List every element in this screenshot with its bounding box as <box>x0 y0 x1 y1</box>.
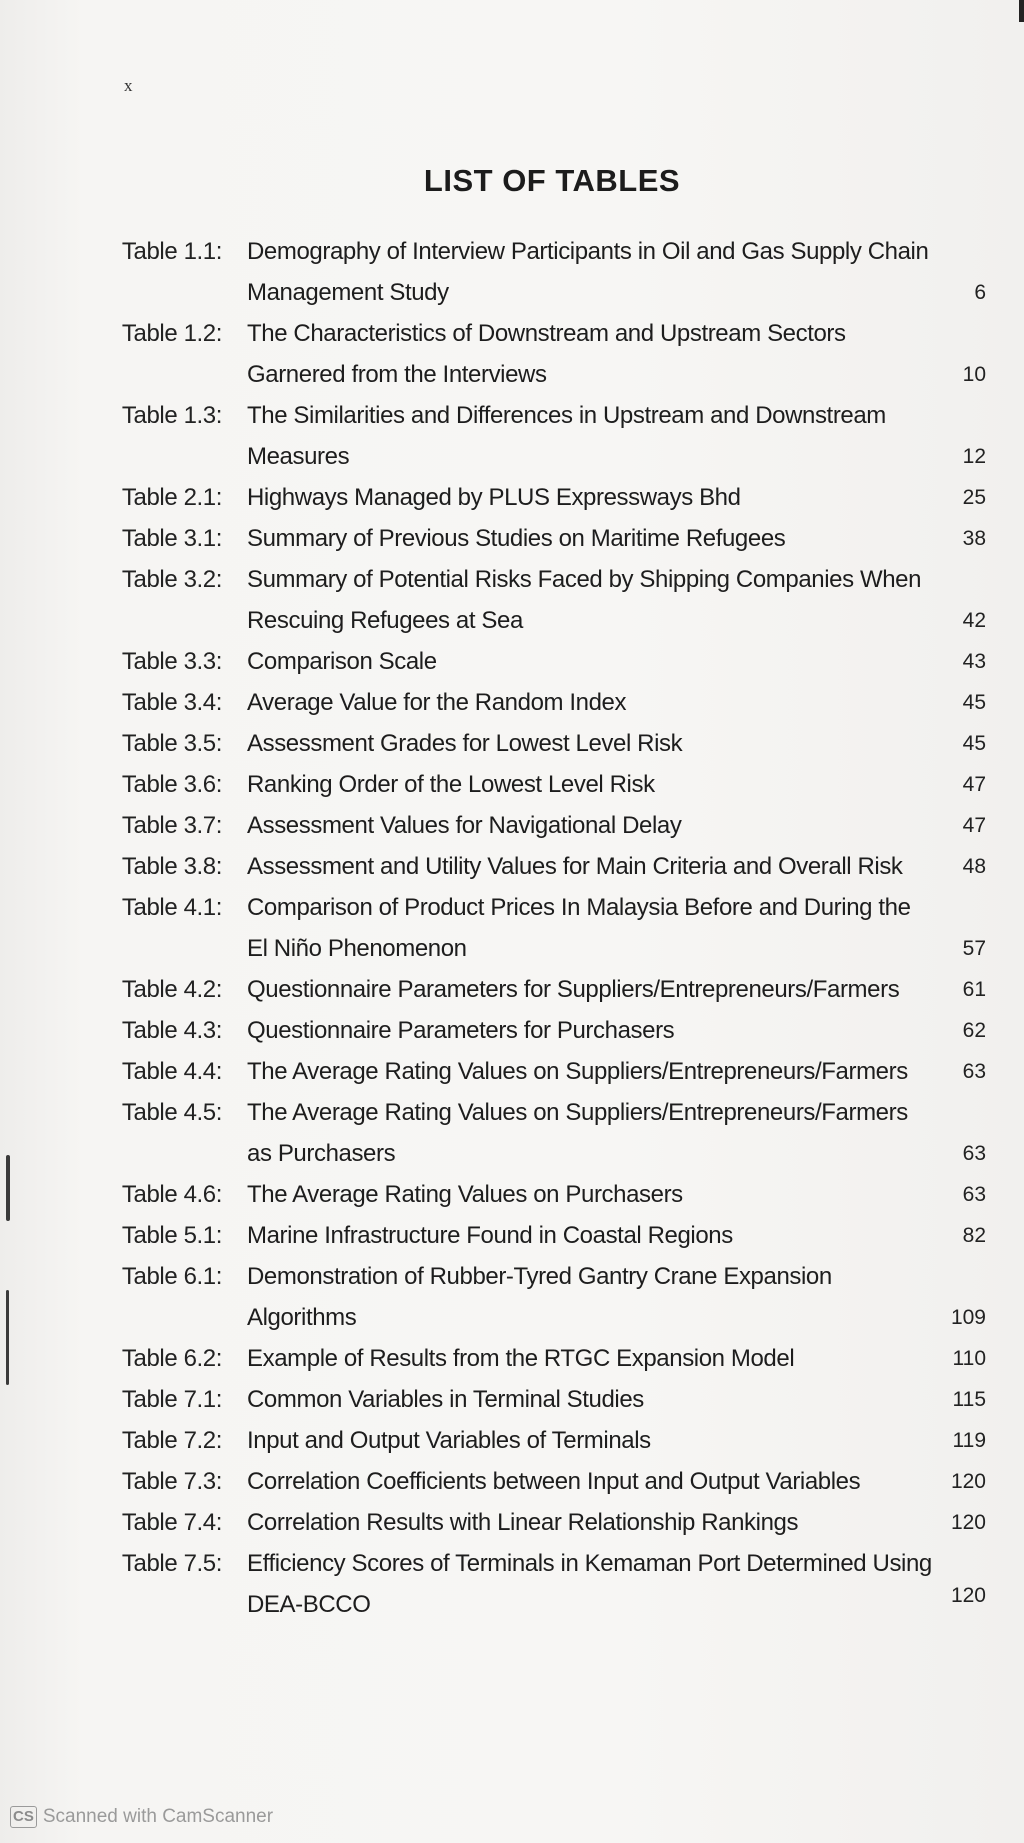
table-page: 45 <box>962 732 986 755</box>
table-page: 45 <box>962 691 986 714</box>
table-title: The Average Rating Values on Suppliers/Entrepreneurs/Farmers <box>247 1058 908 1085</box>
table-label: Table 3.3: <box>121 648 222 675</box>
table-entry <box>0 1379 1024 1420</box>
table-page: 82 <box>962 1224 986 1247</box>
table-entry <box>0 1051 1024 1092</box>
table-entry <box>0 231 1024 313</box>
table-entry <box>0 395 1024 477</box>
table-label: Table 2.1: <box>121 484 222 511</box>
table-label: Table 4.6: <box>121 1181 222 1208</box>
table-title: Efficiency Scores of Terminals in Kemaman Port Determined Using DEA-BCCO <box>247 1550 932 1618</box>
table-label: Table 3.2: <box>121 566 222 593</box>
table-entry <box>0 887 1024 969</box>
table-list <box>0 231 1024 1625</box>
table-title: Demography of Interview Participants in Oil and Gas Supply Chain Management Study <box>247 238 929 306</box>
table-title: Comparison of Product Prices In Malaysia Before and During the El Niño Phenomenon <box>247 894 911 962</box>
table-title: The Similarities and Differences in Upstream and Downstream Measures <box>247 402 886 470</box>
table-title: The Average Rating Values on Purchasers <box>247 1181 683 1208</box>
table-entry <box>0 559 1024 641</box>
table-label: Table 4.2: <box>121 976 222 1003</box>
table-entry <box>0 682 1024 723</box>
table-label: Table 5.1: <box>121 1222 222 1249</box>
table-title: Assessment and Utility Values for Main Criteria and Overall Risk <box>247 853 903 880</box>
table-page: 61 <box>962 978 986 1001</box>
table-title: Summary of Potential Risks Faced by Shipping Companies When Rescuing Refugees at Sea <box>247 566 922 634</box>
table-page: 25 <box>962 486 986 509</box>
table-title: Correlation Results with Linear Relationship Rankings <box>247 1509 799 1536</box>
table-title: The Average Rating Values on Suppliers/Entrepreneurs/Farmers as Purchasers <box>247 1099 908 1167</box>
table-label: Table 3.6: <box>121 771 222 798</box>
table-entry <box>0 1461 1024 1502</box>
table-page: 63 <box>962 1183 986 1206</box>
table-label: Table 1.1: <box>121 238 222 265</box>
table-title: Summary of Previous Studies on Maritime Refugees <box>247 525 786 552</box>
table-label: Table 4.1: <box>121 894 222 921</box>
page-edge-mark <box>1019 0 1024 22</box>
table-page: 62 <box>962 1019 986 1042</box>
camscanner-icon: CS <box>10 1806 37 1828</box>
scanner-watermark <box>10 1806 273 1828</box>
table-page: 110 <box>952 1347 986 1370</box>
table-title: Input and Output Variables of Terminals <box>247 1427 651 1454</box>
table-title: Ranking Order of the Lowest Level Risk <box>247 771 655 798</box>
table-title: Correlation Coefficients between Input and Output Variables <box>247 1468 861 1495</box>
table-label: Table 4.3: <box>121 1017 222 1044</box>
table-page: 120 <box>950 1584 986 1607</box>
table-title: Highways Managed by PLUS Expressways Bhd <box>247 484 741 511</box>
table-page: 43 <box>962 650 986 673</box>
table-title: Marine Infrastructure Found in Coastal Regions <box>247 1222 733 1249</box>
table-page: 109 <box>950 1306 986 1329</box>
page-title: LIST OF TABLES <box>423 163 681 198</box>
table-label: Table 7.1: <box>121 1386 222 1413</box>
table-label: Table 3.4: <box>121 689 222 716</box>
table-page: 48 <box>962 855 986 878</box>
table-page: 42 <box>962 609 986 632</box>
table-label: Table 3.1: <box>121 525 222 552</box>
table-title: Demonstration of Rubber-Tyred Gantry Crane Expansion Algorithms <box>247 1263 832 1331</box>
page-number: x <box>124 76 133 95</box>
table-entry <box>0 1215 1024 1256</box>
table-label: Table 6.2: <box>121 1345 222 1372</box>
table-title: Example of Results from the RTGC Expansion Model <box>247 1345 795 1372</box>
table-label: Table 1.3: <box>121 402 222 429</box>
table-label: Table 7.3: <box>121 1468 222 1495</box>
table-title: Common Variables in Terminal Studies <box>247 1386 644 1413</box>
table-entry <box>0 1502 1024 1543</box>
table-page: 57 <box>962 937 986 960</box>
table-label: Table 4.4: <box>121 1058 222 1085</box>
table-title: Assessment Values for Navigational Delay <box>247 812 682 839</box>
table-label: Table 4.5: <box>121 1099 222 1126</box>
table-entry <box>0 846 1024 887</box>
table-page: 47 <box>962 773 986 796</box>
table-entry <box>0 641 1024 682</box>
table-entry <box>0 1420 1024 1461</box>
table-entry <box>0 518 1024 559</box>
table-label: Table 7.2: <box>121 1427 222 1454</box>
table-page: 12 <box>962 445 986 468</box>
table-page: 120 <box>950 1470 986 1493</box>
table-entry <box>0 805 1024 846</box>
table-page: 120 <box>950 1511 986 1534</box>
table-title: Average Value for the Random Index <box>247 689 627 716</box>
table-title: Comparison Scale <box>247 648 437 675</box>
table-entry <box>0 723 1024 764</box>
table-page: 6 <box>974 281 986 304</box>
table-entry <box>0 1256 1024 1338</box>
table-page: 115 <box>952 1388 986 1411</box>
table-page: 38 <box>962 527 986 550</box>
table-label: Table 1.2: <box>121 320 222 347</box>
table-entry <box>0 313 1024 395</box>
table-page: 119 <box>952 1429 986 1452</box>
table-label: Table 3.8: <box>121 853 222 880</box>
table-label: Table 7.5: <box>121 1550 222 1577</box>
table-page: 47 <box>962 814 986 837</box>
table-page: 63 <box>962 1060 986 1083</box>
table-title: The Characteristics of Downstream and Upstream Sectors Garnered from the Interviews <box>247 320 846 388</box>
table-entry <box>0 1010 1024 1051</box>
table-label: Table 6.1: <box>121 1263 222 1290</box>
table-entry <box>0 764 1024 805</box>
table-entry <box>0 1543 1024 1625</box>
table-title: Assessment Grades for Lowest Level Risk <box>247 730 683 757</box>
table-entry <box>0 477 1024 518</box>
table-entry <box>0 1338 1024 1379</box>
table-label: Table 3.7: <box>121 812 222 839</box>
table-title: Questionnaire Parameters for Purchasers <box>247 1017 675 1044</box>
table-entry <box>0 1092 1024 1174</box>
watermark-text: Scanned with CamScanner <box>42 1806 274 1827</box>
table-entry <box>0 969 1024 1010</box>
table-entry <box>0 1174 1024 1215</box>
table-label: Table 3.5: <box>121 730 222 757</box>
table-page: 10 <box>962 363 986 386</box>
table-page: 63 <box>962 1142 986 1165</box>
table-label: Table 7.4: <box>121 1509 222 1536</box>
table-title: Questionnaire Parameters for Suppliers/Entrepreneurs/Farmers <box>247 976 900 1003</box>
